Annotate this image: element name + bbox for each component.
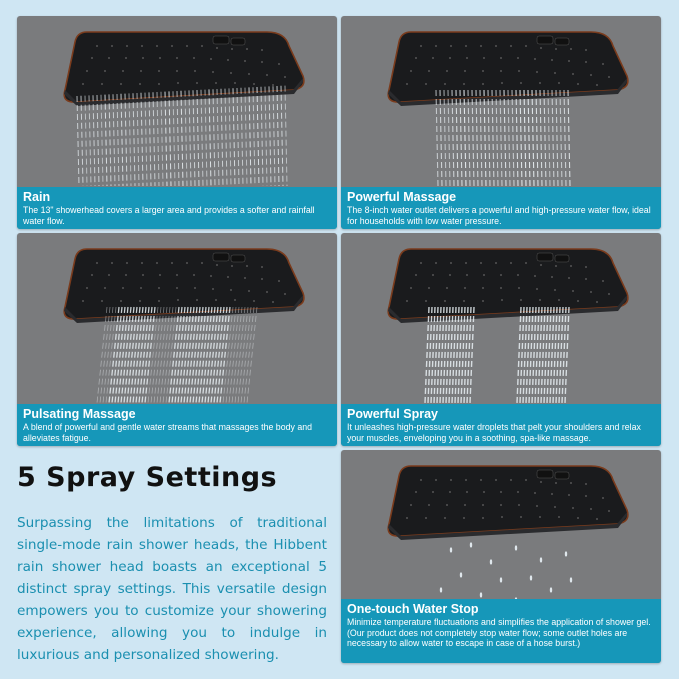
caption-powerful-massage — [341, 187, 661, 229]
panel-title: Powerful Massage — [347, 190, 457, 204]
showerhead-icon — [388, 466, 628, 540]
caption-powerful-spray — [341, 404, 661, 446]
description-paragraph: Surpassing the limitations of traditional single-mode rain shower heads, the Hibbent rain shower head boasts an exceptional 5 distinct spray settings. This versatile design empowers you to customize your showering experience, allowing you to indulge in luxurious and personalized showering. — [17, 515, 327, 663]
panel-rain — [17, 16, 337, 229]
panel-pulsating-massage — [17, 233, 337, 446]
panel-description: The 8-inch water outlet delivers a powerful and high-pressure water flow, ideal for households with low water pressure. — [347, 205, 651, 226]
panel-description: Minimize temperature fluctuations and simplifies the application of shower gel. (Our product does not completely stop water flow; some outlet holes are necessary to allow water to escape in case of a hose burst.) — [347, 617, 651, 648]
panel-description: A blend of powerful and gentle water streams that massages the body and alleviates fatigue. — [23, 422, 313, 443]
panel-powerful-spray — [341, 233, 661, 446]
showerhead-icon — [388, 249, 628, 323]
panel-title: Powerful Spray — [347, 407, 438, 421]
page-title: 5 Spray Settings — [17, 462, 278, 493]
caption-water-stop — [341, 599, 661, 663]
panel-description: The 13" showerhead covers a larger area and provides a softer and rainfall water flow. — [23, 205, 315, 226]
showerhead-icon — [64, 32, 304, 106]
caption-pulsating-massage — [17, 404, 337, 446]
panel-title: Pulsating Massage — [23, 407, 136, 421]
panel-title: One-touch Water Stop — [347, 602, 479, 616]
panel-powerful-massage — [341, 16, 661, 229]
panel-water-stop — [341, 450, 661, 663]
caption-rain — [17, 187, 337, 229]
panel-title: Rain — [23, 190, 51, 204]
panel-description: It unleashes high-pressure water droplets that pelt your shoulders and relax your muscles, enveloping you in a soothing, spa-like massage. — [347, 422, 641, 443]
